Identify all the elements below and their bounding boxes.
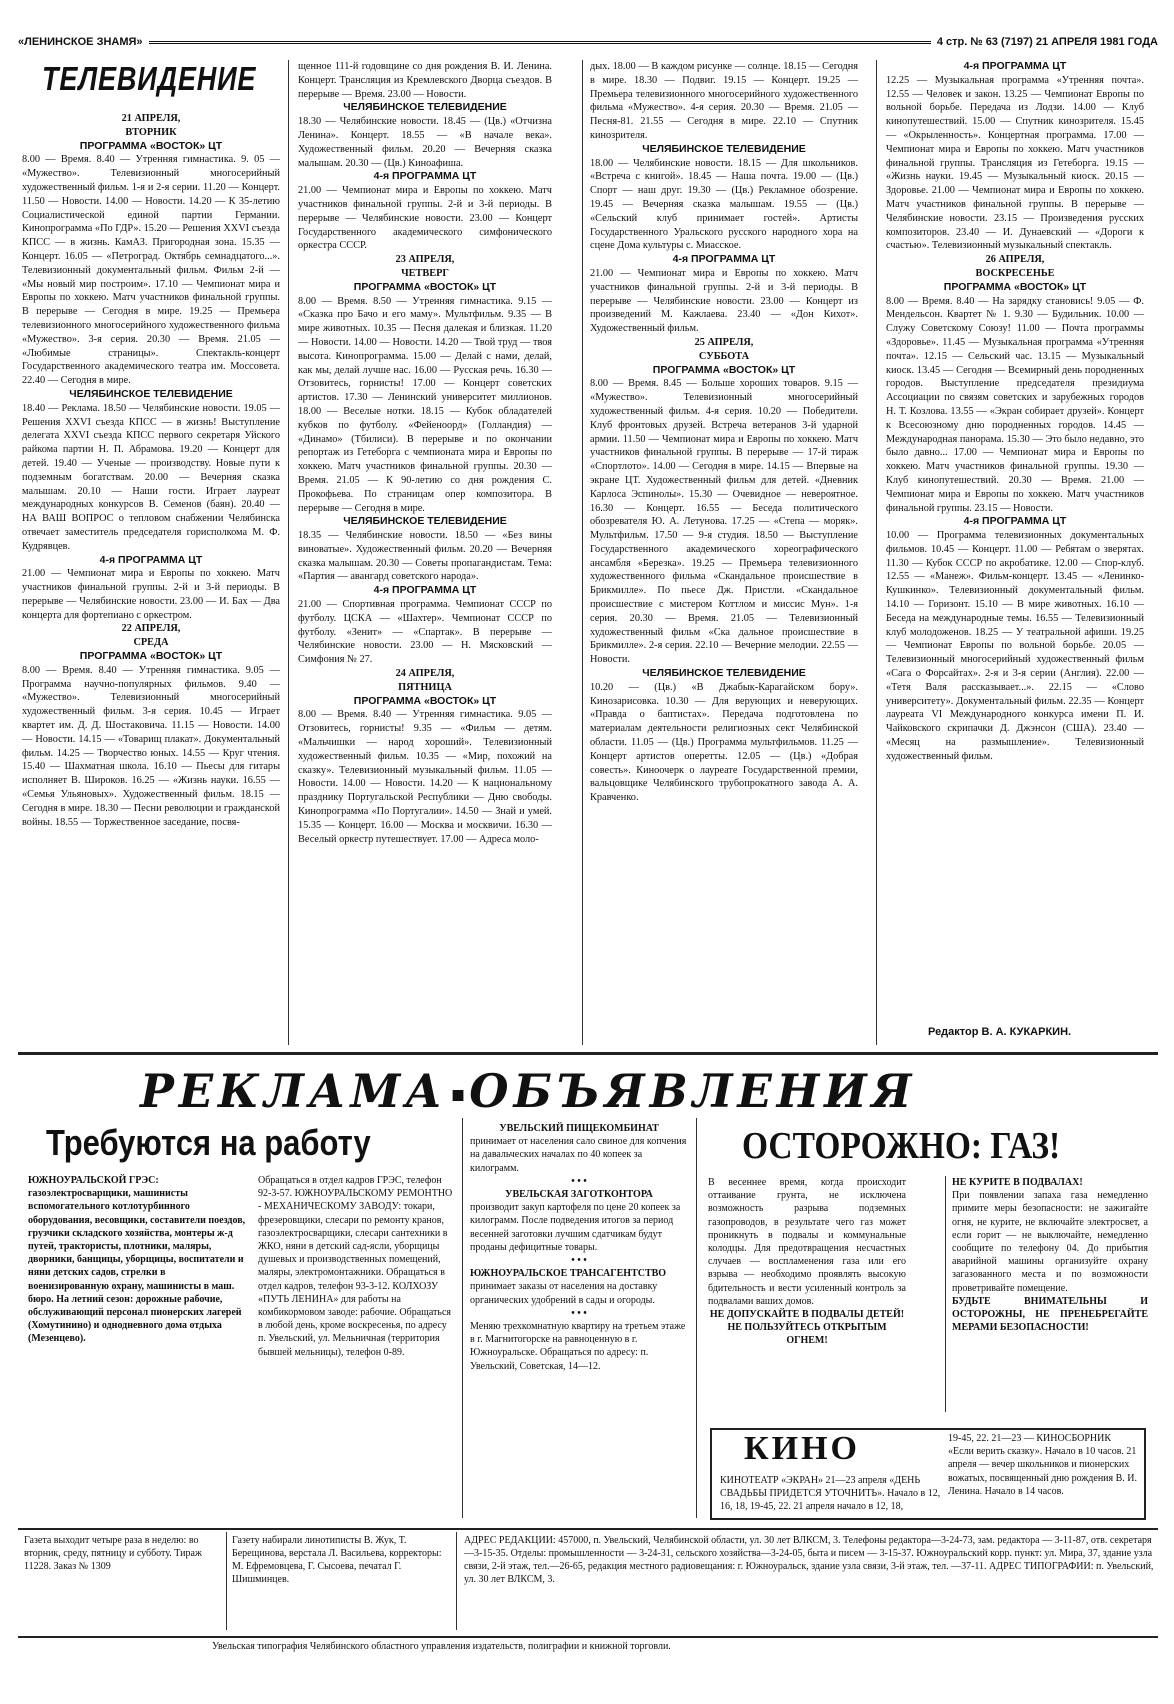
tv-day-heading: СРЕДА: [133, 637, 169, 649]
ad-separator: • • •: [571, 1307, 587, 1319]
tv-day-heading: 26 АПРЕЛЯ,: [985, 254, 1045, 266]
tv-channel-heading: ЧЕЛЯБИНСКОЕ ТЕЛЕВИДЕНИЕ: [69, 387, 233, 400]
banner-separator: [453, 1090, 464, 1101]
tv-day-heading: 23 АПРЕЛЯ,: [395, 254, 455, 266]
tv-listing-text: дых. 18.00 — В каждом рисунке — солнце. 18.15 — Сегодня в мире. 18.30 — Подвиг. 19.15 — Концерт. 19.25 — Премьера телевизионного многосерийного художественного фильма «Мужество». 4-я серия. 20.30 — Время. 21.05 — Песня-81. 21.55 — Сегодня в мире. 22.10 — Спутник кинозрителя.: [590, 61, 858, 141]
column-divider: [462, 1118, 463, 1518]
footer-divider: [18, 1636, 1158, 1638]
tv-channel-heading: ЧЕЛЯБИНСКОЕ ТЕЛЕВИДЕНИЕ: [642, 142, 806, 155]
column-divider: [696, 1118, 697, 1518]
jobs-column-2: Обращаться в отдел кадров ГРЭС, телефон 92-3-57. ЮЖНОУРАЛЬСКОМУ РЕМОНТНО - МЕХАНИЧЕСКОМУ ЗАВОДУ: токари, фрезеровщики, слесари по ремонту кранов, газоэлектросварщики, слесари сантехники в ЖКО, няни в детский сад-ясли, уборщицы душевых и производственных помещений, маляры, электромонтажники. Обращаться в отдел кадров, телефон 93-3-12. КОЛХОЗУ «ПУТЬ ЛЕНИНА» для работы на комбикормовом заводе: рабочие. Обращаться в любой день, кроме воскресенья, по адресу п. Увельский, ул. Мельничная (территория бывшей мельницы), телефон 0-89.: [258, 1175, 453, 1358]
tv-channel-heading: 4-я ПРОГРАММА ЦТ: [99, 553, 203, 566]
footer-address: АДРЕС РЕДАКЦИИ: 457000, п. Увельский, Челябинской области, ул. 30 лет ВЛКСМ, 3. Телефоны редактора—3-24-73, зам. редактора — 3-11-87, отв. секретаря—3-15-35. Отделы: промышленности — 3-24-31, сельского хозяйства—3-24-05, быта и писем — 3-15-37. Южноуральский корр. пункт: ул. Мира, 37, здание узла связи, 2-й этаж, тел.—26-65, редакция местного радиовещания: г. Южноуральск, здание узла связи, 3-й этаж, тел. —37-11. АДРЕС ТИПОГРАФИИ: п. Увельский, ул. 30 лет ВЛКСМ, 3.: [464, 1535, 1154, 1585]
ad-separator: • • •: [571, 1175, 587, 1187]
gas-warning-left: [708, 1176, 906, 1412]
ad-title-pishchekombinat: УВЕЛЬСКИЙ ПИЩЕКОМБИНАТ: [499, 1123, 659, 1134]
center-ads: [470, 1122, 688, 1514]
gas-warning-bold-right-1: НЕ КУРИТЕ В ПОДВАЛАХ!: [952, 1177, 1083, 1188]
kino-left: КИНОТЕАТР «ЭКРАН» 21—23 апреля «ДЕНЬ СВАДЬБЫ ПРИДЕТСЯ УТОЧНИТЬ». Начало в 12, 16, 18, 19-45, 22. 21 апреля начало в 12, 18,: [720, 1475, 941, 1513]
tv-column-1: [22, 112, 280, 1032]
ad-title-transagentstvo: ЮЖНОУРАЛЬСКОЕ ТРАНСАГЕНТСТВО: [470, 1268, 667, 1280]
jobs-title: Требуются на работу: [46, 1122, 371, 1163]
gas-warning-title: ОСТОРОЖНО: ГАЗ!: [742, 1125, 1061, 1167]
column-divider: [456, 1532, 457, 1630]
jobs-column-1: ЮЖНОУРАЛЬСКОЙ ГРЭС: газоэлектросварщики, машинисты вспомогательного котлотурбинного оборудования, весовщики, составители поездов, грузчики складского хозяйства, монтеры ж-д путей, трактористы, плотники, маляры, дворники, банщицы, уборщицы, воспитатели и няни детских садов, стрелки в военизированную охрану, машинисты в маш. бюро. На летний сезон: дорожные рабочие, обслуживающий персонал пионерских лагерей (Хомутинино) и однодневного дома отдыха (Мезенцево).: [28, 1175, 246, 1345]
ad-zagotkontora: производит закуп картофеля по цене 20 копеек за килограмм. После подведения итогов за период весенней заготовки лучшим сдатчикам будут проданы дефицитные товары.: [470, 1202, 681, 1253]
tv-listing-text: 8.00 — Время. 8.40 — На зарядку становись! 9.05 — Ф. Мендельсон. Квартет № 1. 9.30 — Будильник. 10.00 — Служу Советскому Союзу! 11.00 — Почта программы «Здоровье». 11.45 — Музыкальная программа «Утренняя почта». 12.15 — Сельский час. 13.15 — Музыкальный киоск. 13.45 — Сегодня — Всемирный день породненных городов. Выступление председателя президиума Ассоциации по связям советских и зарубежных городов Н. Т. Козлова. 13.55 — «Экран собирает друзей». Концерт к Всесоюзному дню породненных городов. 14.45 — Международная панорама. 15.30 — Это было недавно, это было давно... 17.00 — Чемпионат мира и Европы по хоккею. Матч участников финальной группы. 19.30 — Клуб кинопутешествий. 20.30 — Время. 21.00 — Чемпионат мира и Европы по хоккею. Матч участников финальной группы. 23.15 — Новости.: [886, 295, 1144, 514]
tv-listing-text: 8.00 — Время. 8.45 — Больше хороших товаров. 9.15 — «Мужество». Телевизионный многосерийный художественный фильм. 4-я серия. 10.20 — Победители. Клуб фронтовых друзей. Встреча ветеранов 3-й ударной армии. 11.50 — Чемпионат мира и Европы по хоккею. Матч участников финальной группы. В перерыве — 17-й тираж «Спортлото». 14.00 — Сегодня в мире. 14.15 — Впервые на экране ЦТ. Художественный фильм для детей. «Дневник Карлоса Эспинолы». 15.30 — Очевидное — невероятное. 16.30 — Концерт. 16.55 — Беседа политического обозревателя Ю. А. Летунова. 17.25 — «Степа — моряк». Мультфильм. 17.50 — 9-я студия. 18.50 — Выступление Государственного академического хореографического ансамбля «Березка». 19.25 — Премьера телевизионного художественного фильма «Скандальное происшествие в Брикмилле». По пьесе Дж. Пристли. «Скандальное происшествие с мистером Коттлом и миссис Мун». 1-я серия. 20.30 — Время. 21.05 — Телевизионный художественный фильм «Ска дальное происшествие в Брикмилле». 2-я серия. 22.10 — Вечерние мелодии. 22.55 — Новости.: [590, 378, 858, 666]
tv-channel-heading: ПРОГРАММА «ВОСТОК» ЦТ: [353, 280, 497, 293]
column-divider: [945, 1176, 946, 1412]
kino-right: 19-45, 22. 21—23 — КИНОСБОРНИК «Если верить сказку». Начало в 10 часов. 21 апреля — вечер школьников и пионерских вожатых, посвященный дню рождения В. И. Ленина. Начало в 14 часов.: [948, 1433, 1138, 1497]
tv-listing-text: 21.00 — Чемпионат мира и Европы по хоккею. Матч участников финальной группы. 2-й и 3-й периоды. В перерыве — Челябинские новости. 23.00 — Концерт из произведений М. Кажлаева. 23.40 — «Дон Кихот». Художественный фильм.: [590, 267, 858, 335]
tv-channel-heading: 4-я ПРОГРАММА ЦТ: [963, 515, 1067, 528]
tv-channel-heading: 4-я ПРОГРАММА ЦТ: [373, 170, 477, 183]
issue-info: 4 стр. № 63 (7197) 21 АПРЕЛЯ 1981 ГОДА: [936, 36, 1158, 48]
editor-signature: Редактор В. А. КУКАРКИН.: [928, 1026, 1072, 1038]
tv-channel-heading: ПРОГРАММА «ВОСТОК» ЦТ: [652, 363, 796, 376]
tv-listing-text: 8.00 — Время. 8.40 — Утренняя гимнастика. 9.05 — Отзовитесь, горнисты! 9.35 — «Фильм — детям. «Мальчишки — народ хороший». Телевизионный художественный фильм. 10.35 — «Мир, похожий на сказку». Телевизионный музыкальный фильм. 11.05 — Новости. 14.00 — Новости. 14.20 — К национальному празднику Португальской Республики — Дню свободы. Кинопрограмма «По Португалии». 14.50 — Знай и умей. 15.35 — Концерт. 16.00 — Москва и москвичи. 16.30 — Веселый оркестр путешествует. 17.00 — Адреса моло-: [298, 709, 552, 845]
ad-separator: • • •: [571, 1255, 587, 1267]
tv-column-2: [298, 60, 552, 1045]
footer-printing-house: Увельская типография Челябинского областного управления издательств, полиграфии и книжной торговли.: [212, 1641, 671, 1652]
tv-listing-text: 10.20 — (Цв.) «В Джабык-Карагайском бору». Кинозарисовка. 10.30 — Для верующих и неверующих. «Правда о баптистах». Передача подготовлена по материалам деятельности религиозных сект Челябинской области. 11.05 — (Цв.) Программа мультфильмов. 11.25 — Концерт артистов оперетты. 12.05 — (Цв.) «Добрая совесть». Киноочерк о лауреате Государственной премии, вальцовщике Челябинского трубопрокатного завода А. А. Кравченко.: [590, 681, 858, 804]
tv-day-heading: ВОСКРЕСЕНЬЕ: [975, 267, 1055, 279]
tv-day-heading: ПЯТНИЦА: [398, 681, 452, 693]
tv-day-heading: СУББОТА: [698, 350, 750, 362]
tv-listing-text: 18.00 — Челябинские новости. 18.15 — Для школьников. «Встреча с книгой». 18.45 — Наша почта. 19.00 — (Цв.) Спорт — наш друг. 19.30 — (Цв.) Рекламное обозрение. 19.45 — Вечерняя сказка малышам. 19.55 — (Цв.) «Сельский клуб принимает гостей». Артисты Государственного Уральского русского народного хора на сцене Дома культуры с. Миасское.: [590, 157, 858, 252]
gas-warning-right: [952, 1176, 1148, 1416]
masthead: [18, 34, 1158, 50]
tv-listing-text: 18.30 — Челябинские новости. 18.45 — (Цв.) «Отчизна Ленина». Концерт. 18.55 — «В начале века». Художественный фильм. 20.20 — Вечерняя сказка малышам. 20.30 — (Цв.) Киноафиша.: [298, 116, 552, 169]
tv-day-heading: 22 АПРЕЛЯ,: [121, 623, 181, 635]
ad-apartment-exchange: Меняю трехкомнатную квартиру на третьем этаже в г. Магнитогорске на равноценную в г. Южноуральске. Обращаться по адресу: п. Увельский, Советская, 14—12.: [470, 1321, 686, 1372]
kino-title: КИНО: [744, 1430, 860, 1467]
tv-channel-heading: ПРОГРАММА «ВОСТОК» ЦТ: [943, 280, 1087, 293]
ads-banner: [140, 1064, 916, 1118]
tv-day-heading: 24 АПРЕЛЯ,: [395, 668, 455, 680]
tv-day-heading: 21 АПРЕЛЯ,: [121, 113, 181, 124]
tv-listing-text: щенное 111-й годовщине со дня рождения В. И. Ленина. Концерт. Трансляция из Кремлевского Дворца съездов. В перерыве — Время. 23.00 — Новости.: [298, 61, 552, 100]
tv-listing-text: 8.00 — Время. 8.40 — Утренняя гимнастика. 9. 05 — «Мужество». Телевизионный многосерийный художественный фильм. 1-я и 2-я серии. 11.20 — Концерт. 11.50 — Новости. 14.00 — Новости. 14.20 — К 35-летию Социалистической единой партии Германии. Кинопрограмма «По ГДР». 15.20 — Решения XXVI съезда КПСС — в жизнь. КамАЗ. Пригородная зона. 15.35 — Концерт. 16.05 — «Петроград. Октябрь семнадцатого...». Телевизионный документальный фильм. Фильм 2-й — «Мы новый мир построим». 17.10 — Чемпионат мира и Европы по хоккею. Матч участников финальной группы. В перерыве — Сегодня в мире. 19.25 — Премьера телевизионного многосерийного художественного фильма «Мужество». 3-я серия. 20.30 — Время. 21.05 — «Любимые страницы». Спектакль-концерт Государственного академического театра им. Моссовета. 22.40 — Сегодня в мире.: [22, 154, 280, 387]
gas-warning-bold-right-2: БУДЬТЕ ВНИМАТЕЛЬНЫ И ОСТОРОЖНЫ, НЕ ПРЕНЕБРЕГАЙТЕ МЕРАМИ БЕЗОПАСНОСТИ!: [952, 1295, 1148, 1334]
tv-day-heading: 25 АПРЕЛЯ,: [694, 336, 754, 348]
column-divider: [876, 60, 877, 1045]
tv-channel-heading: ЧЕЛЯБИНСКОЕ ТЕЛЕВИДЕНИЕ: [642, 667, 806, 680]
banner-right: ОБЪЯВЛЕНИЯ: [469, 1064, 917, 1118]
tv-channel-heading: ПРОГРАММА «ВОСТОК» ЦТ: [79, 650, 223, 663]
column-divider: [226, 1532, 227, 1630]
tv-channel-heading: ПРОГРАММА «ВОСТОК» ЦТ: [79, 139, 223, 152]
gas-warning-bold-left: НЕ ДОПУСКАЙТЕ В ПОДВАЛЫ ДЕТЕЙ! НЕ ПОЛЬЗУЙТЕСЬ ОТКРЫТЫМ ОГНЕМ!: [709, 1309, 905, 1347]
tv-channel-heading: ЧЕЛЯБИНСКОЕ ТЕЛЕВИДЕНИЕ: [343, 515, 507, 528]
gas-text-left: В весеннее время, когда происходит оттаивание грунта, не исключена возможность разрыва подземных газопроводов, в результате чего газ может проникнуть в подвалы и коммунальные колодцы. Для предотвращения несчастных случаев — воспламенения газа или его взрыва — необходимо проявлять высокую бдительность и вести усиленный контроль за подвалами ваших домов.: [708, 1177, 906, 1307]
footer-divider: [18, 1528, 1158, 1530]
tv-listing-text: 18.40 — Реклама. 18.50 — Челябинские новости. 19.05 — Решения XXVI съезда КПСС — в жизнь! Выступление делегата XXVI съезда КПСС первого секретаря Уйского райкома партии Н. П. Абрамова. 19.20 — Концерт для детей. 19.40 — Ученые — производству. Новые пути к подземным богатствам. 20.00 — Вечерняя сказка малышам. 20.10 — Наши гости. Играет лауреат международных конкурсов В. Семенов (баян). 20.40 — НА ВАШ ВОПРОС о тепловом снабжении Челябинска отвечает заместитель председателя горисполкома М. Ф. Кудрявцев.: [22, 402, 280, 552]
tv-listing-text: 21.00 — Спортивная программа. Чемпионат СССР по футболу. ЦСКА — «Шахтер». Чемпионат СССР по футболу. «Зенит» — «Спартак». В перерыве — Челябинские новости. 23.00 — Н. Мясковский — Симфония № 27.: [298, 599, 552, 666]
ad-title-zagotkontora: УВЕЛЬСКАЯ ЗАГОТКОНТОРА: [505, 1189, 653, 1201]
tv-column-3: [590, 60, 858, 1045]
ad-pishchekombinat: принимает от населения сало свиное для копчения на давальческих началах по 40 копеек за килограмм.: [470, 1136, 687, 1174]
tv-listing-text: 10.00 — Программа телевизионных документальных фильмов. 10.45 — Концерт. 11.00 — Ребятам о зверятах. 11.30 — Кубок СССР по акробатике. 12.00 — Спор-клуб. 12.55 — «Манеж». Фильм-концерт. 13.45 — «Ленинко-Кушкинко». Телевизионный документальный фильм. 14.10 — Горизонт. 15.10 — В мире животных. 16.10 — Беседа на международные темы. 16.55 — Телевизионный клуб молодоженов. 18.25 — У театральной афиши. 19.25 — Чемпионат Европы по вольной борьбе. 20.05 — Телевизионный многосерийный художественный фильм «Сага о Форсайтах». 2-я и 3-я серии (Англия). 22.00 — «Тетя Валя рассказывает...». 22.15 — «Слово университету». Документальный фильм. 22.35 — Концерт лауреата VI Международного конкурса имени П. И. Чайковского скрипачки Д. Джэнсон (США). 23.40 — «Месяц на размышление». Телевизионный художественный фильм.: [886, 530, 1144, 762]
column-divider: [582, 60, 583, 1045]
tv-section-title: ТЕЛЕВИДЕНИЕ: [42, 60, 257, 97]
tv-channel-heading: 4-я ПРОГРАММА ЦТ: [373, 584, 477, 597]
banner-left: РЕКЛАМА: [140, 1064, 447, 1118]
tv-listing-text: 8.00 — Время. 8.40 — Утренняя гимнастика. 9.05 — Программа научно-популярных фильмов. 9.40 — «Мужество». Телевизионный многосерийный художественный фильм. 3-я серия. 10.45 — Играет квартет им. Д. Д. Шостаковича. 11.15 — Новости. 14.00 — Новости. 14.15 — «Товарищ плакат». Документальный фильм. 14.25 — Творчество юных. 14.55 — Круг чтения. 15.40 — Шахматная школа. 16.10 — Пьесы для гитары исполняет В. Широков. 16.25 — «Жизнь науки. 16.55 — «Семья Ульяновых». Художественный фильм. 18.15 — Сегодня в мире. 18.30 — Песни революции и гражданской войны. 18.55 — Торжественное заседание, посвя-: [22, 664, 280, 828]
tv-listing-text: 18.35 — Челябинские новости. 18.50 — «Без вины виноватые». Художественный фильм. 20.20 — Вечерняя сказка малышам. 20.30 — Советы пропагандистам. Тема: «Партия — авангард советского народа».: [298, 530, 552, 583]
footer-typesetters: Газету набирали линотиписты В. Жук, Т. Берещинова, верстала Л. Васильева, корректоры: М. Ефремовцева, Г. Сысоева, печатал Г. Шишминцев.: [232, 1535, 442, 1585]
tv-channel-heading: ЧЕЛЯБИНСКОЕ ТЕЛЕВИДЕНИЕ: [343, 101, 507, 114]
tv-channel-heading: 4-я ПРОГРАММА ЦТ: [963, 60, 1067, 72]
tv-listing-text: 21.00 — Чемпионат мира и Европы по хоккею. Матч участников финальной группы. 2-й и 3-й периоды. В перерыве — Челябинские новости. 23.00 — И. Бах — Два концерта для фортепиано с оркестром.: [22, 568, 280, 621]
ad-transagentstvo: принимает заказы от населения на доставку органических удобрений в сады и огороды.: [470, 1281, 658, 1306]
column-divider: [288, 60, 289, 1045]
tv-listing-text: 21.00 — Чемпионат мира и Европы по хоккею. Матч участников финальной группы. 2-й и 3-й периоды. В перерыве — Челябинские новости. 23.00 — Концерт Государственного академического симфонического оркестра СССР.: [298, 185, 552, 252]
tv-column-4: [886, 60, 1144, 1020]
tv-day-heading: ВТОРНИК: [125, 126, 177, 138]
tv-day-heading: ЧЕТВЕРГ: [401, 267, 449, 279]
gas-text-right: При появлении запаха газа немедленно примите меры безопасности: не зажигайте огня, не курите, не включайте электросвет, а если горит — не выключайте, немедленно сообщите по телефону 04. До прибытия аварийной машины организуйте охрану загазованного места и по возможности проветривайте помещение.: [952, 1190, 1148, 1294]
tv-channel-heading: 4-я ПРОГРАММА ЦТ: [672, 253, 776, 266]
section-divider: [18, 1052, 1158, 1055]
newspaper-name: «ЛЕНИНСКОЕ ЗНАМЯ»: [18, 36, 143, 48]
tv-listing-text: 12.25 — Музыкальная программа «Утренняя почта». 12.55 — Человек и закон. 13.25 — Чемпионат Европы по вольной борьбе. Передача из Лодзи. 14.00 — Клуб кинопутешествий. 15.00 — Спутник кинозрителя. 15.45 — «Окрыленность». Концертная программа. 17.00 — Чемпионат мира и Европы по хоккею. Матч участников финальной группы. Трансляция из Гетеборга. 19.15 — «Жизнь науки. 19.45 — Музыкальный киоск. 20.15 — Здоровье. 21.00 — Чемпионат мира и Европы по хоккею. Матч участников финальной группы. В перерыве — Челябинские новости. 23.15 — Произведения русских композиторов. 23.40 — И. Дунаевский — «Дороги к счастью». Телевизионный музыкальный спектакль.: [886, 74, 1144, 252]
masthead-rule: [149, 41, 931, 44]
footer-publication: Газета выходит четыре раза в неделю: во вторник, среду, пятницу и субботу. Тираж 11228. Заказ № 1309: [24, 1535, 202, 1572]
tv-listing-text: 8.00 — Время. 8.50 — Утренняя гимнастика. 9.15 — «Сказка про Бачо и его маму». Мультфильм. 9.35 — В мире животных. 10.35 — Песня далекая и близкая. 11.20 — Новости. 14.00 — Новости. 14.20 — Твой труд — твоя высота. Кинопрограмма. 15.00 — Делай с нами, делай, как мы, делай лучше нас. 16.00 — Русская речь. 16.30 — Отзовитесь, горнисты! 17.00 — Концерт советских артистов. 17.30 — Ленинский университет миллионов. 18.00 — Веселые нотки. 18.15 — Кубок обладателей кубков по футболу. «Фейеноорд» (Голландия) — «Динамо» (Тбилиси). В перерыве и по окончании репортаж из Гетеборга с чемпионата мира и Европы по хоккею. Матч участников финальной группы. 20.30 — Время. 21.05 — К 90-летию со дня рождения С. Прокофьева. По страницам опер композитора. В перерыве — Сегодня в мире.: [298, 295, 552, 514]
tv-channel-heading: ПРОГРАММА «ВОСТОК» ЦТ: [353, 694, 497, 707]
